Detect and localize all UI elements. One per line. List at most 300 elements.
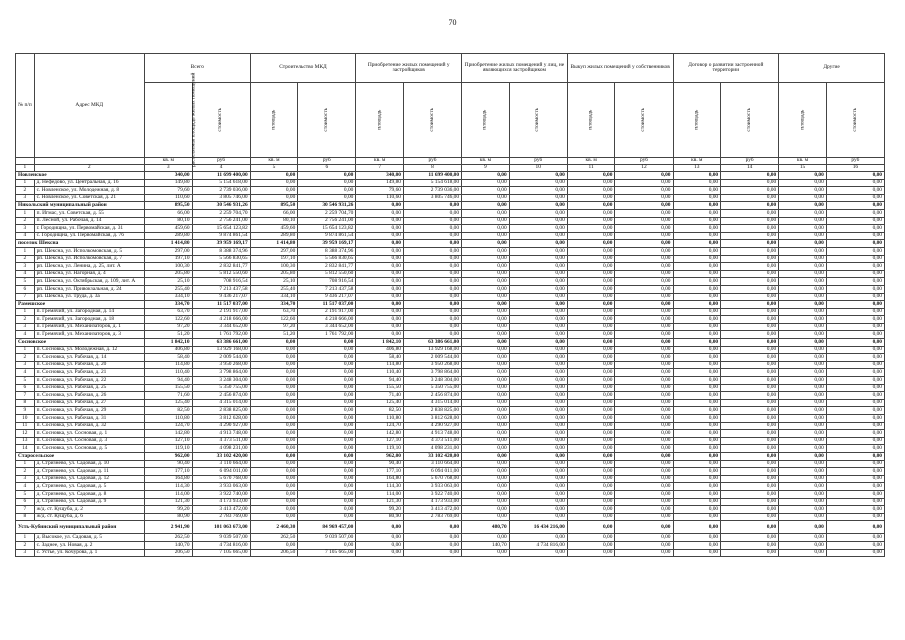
address-cell: п. Сосновка, ул. Рабочая, д. 25 xyxy=(34,384,144,392)
address-cell: п. Сосновка, ул. Рабочая, д. 20 xyxy=(34,361,144,369)
value-cell: 0,00 xyxy=(462,415,510,423)
value-cell: 340,00 xyxy=(356,172,404,180)
value-cell: 0,00 xyxy=(462,263,510,271)
group-row xyxy=(16,202,885,210)
value-cell: 16 434 216,00 xyxy=(509,521,567,534)
value-cell: 82,50 xyxy=(144,407,192,415)
value-cell: 0,00 xyxy=(403,323,461,331)
value-cell: 0,00 xyxy=(615,490,673,498)
value-cell: 0,00 xyxy=(826,468,884,476)
value-cell: 0,00 xyxy=(356,293,404,301)
value-cell: 4 913 748,00 xyxy=(192,430,250,438)
value-cell: 125,40 xyxy=(356,399,404,407)
row-number-cell: 3 xyxy=(16,225,35,233)
value-cell: 0,00 xyxy=(250,506,298,514)
row-number-cell: 7 xyxy=(16,506,35,514)
value-cell: 0,00 xyxy=(779,361,827,369)
row-number-cell: 3 xyxy=(16,263,35,271)
table-row xyxy=(16,541,885,549)
value-cell: 0,00 xyxy=(721,278,779,286)
value-cell: 5 154 618,00 xyxy=(403,179,461,187)
value-cell: 0,00 xyxy=(826,399,884,407)
table-row xyxy=(16,331,885,339)
value-cell: 0,00 xyxy=(567,270,615,278)
value-cell: 0,00 xyxy=(779,301,827,309)
value-cell: 3 248 304,00 xyxy=(403,377,461,385)
value-cell: 0,00 xyxy=(779,534,827,542)
value-cell: 3 950 268,00 xyxy=(403,361,461,369)
column-number-cell: 10 xyxy=(509,165,567,172)
value-cell: 155,50 xyxy=(356,384,404,392)
unit-cell: кв. м xyxy=(356,158,404,165)
value-cell: 0,00 xyxy=(250,399,298,407)
value-cell: 0,00 xyxy=(779,445,827,453)
value-cell: 4 218 666,00 xyxy=(192,316,250,324)
value-cell: 1 842,10 xyxy=(144,339,192,347)
value-cell: 110,60 xyxy=(144,194,192,202)
value-cell: 0,00 xyxy=(298,361,356,369)
value-cell: 2 456 874,00 xyxy=(403,392,461,400)
table-row xyxy=(16,270,885,278)
value-cell: 0,00 xyxy=(826,179,884,187)
value-cell: 0,00 xyxy=(615,202,673,210)
value-cell: 0,00 xyxy=(403,232,461,240)
value-cell: 9 436 217,07 xyxy=(298,293,356,301)
value-cell: 0,00 xyxy=(673,278,721,286)
value-cell: 334,70 xyxy=(144,301,192,309)
value-cell: 0,00 xyxy=(250,187,298,195)
value-cell: 3 344 652,00 xyxy=(192,323,250,331)
value-cell: 0,00 xyxy=(250,377,298,385)
value-cell: 0,00 xyxy=(615,392,673,400)
value-cell: 0,00 xyxy=(567,187,615,195)
value-cell: 0,00 xyxy=(826,437,884,445)
subheader-area: площадь xyxy=(567,83,615,158)
address-cell: п. Сосновка, ул. Рабочая, д. 22 xyxy=(34,377,144,385)
value-cell: 0,00 xyxy=(567,430,615,438)
table-row xyxy=(16,468,885,476)
value-cell: 0,00 xyxy=(567,361,615,369)
value-cell: 0,00 xyxy=(509,354,567,362)
value-cell: 0,00 xyxy=(615,521,673,534)
value-cell: 11 517 037,00 xyxy=(192,301,250,309)
value-cell: 9 874 861,54 xyxy=(192,232,250,240)
value-cell: 4 098 231,00 xyxy=(192,445,250,453)
value-cell: 0,00 xyxy=(509,270,567,278)
value-cell: 0,00 xyxy=(721,521,779,534)
value-cell: 0,00 xyxy=(298,415,356,423)
subheader-area: площадь xyxy=(462,83,510,158)
value-cell: 0,00 xyxy=(567,369,615,377)
value-cell: 0,00 xyxy=(673,415,721,423)
value-cell: 3 922 740,00 xyxy=(403,490,461,498)
value-cell: 0,00 xyxy=(721,415,779,423)
value-cell: 0,00 xyxy=(615,506,673,514)
value-cell: 63,70 xyxy=(144,308,192,316)
value-cell: 4 218 666,00 xyxy=(298,316,356,324)
value-cell: 4 290 927,00 xyxy=(192,422,250,430)
value-cell: 0,00 xyxy=(615,247,673,255)
table-row xyxy=(16,354,885,362)
row-number-cell: 1 xyxy=(16,247,35,255)
value-cell: 0,00 xyxy=(509,475,567,483)
value-cell: 0,00 xyxy=(721,285,779,293)
value-cell: 119,10 xyxy=(144,445,192,453)
value-cell: 0,00 xyxy=(615,263,673,271)
value-cell: 0,00 xyxy=(567,247,615,255)
row-number-cell: 8 xyxy=(16,513,35,521)
value-cell: 66,00 xyxy=(144,209,192,217)
value-cell: 0,00 xyxy=(356,278,404,286)
value-cell: 122,60 xyxy=(250,316,298,324)
value-cell: 0,00 xyxy=(826,407,884,415)
value-cell: 0,00 xyxy=(567,490,615,498)
value-cell: 0,00 xyxy=(615,460,673,468)
value-cell: 1 761 792,00 xyxy=(192,331,250,339)
value-cell: 0,00 xyxy=(673,445,721,453)
address-cell: д. Стризнево, ул. Садовая, д. 11 xyxy=(34,468,144,476)
group-name-cell: Старосельское xyxy=(16,452,145,460)
value-cell: 99,20 xyxy=(144,506,192,514)
group-name-cell: Сосновское xyxy=(16,339,145,347)
value-cell: 0,00 xyxy=(509,377,567,385)
address-cell: рп. Шексна, ул. Нагорная, д. 4 xyxy=(34,270,144,278)
value-cell: 114,00 xyxy=(356,490,404,498)
value-cell: 0,00 xyxy=(779,452,827,460)
value-cell: 0,00 xyxy=(673,179,721,187)
value-cell: 0,00 xyxy=(779,407,827,415)
subheader-cost: стоимость xyxy=(509,83,567,158)
value-cell: 0,00 xyxy=(356,202,404,210)
value-cell: 0,00 xyxy=(721,217,779,225)
value-cell: 2 832 841,77 xyxy=(298,263,356,271)
value-cell: 0,00 xyxy=(615,498,673,506)
value-cell: 114,00 xyxy=(144,490,192,498)
value-cell: 289,80 xyxy=(250,232,298,240)
value-cell: 155,50 xyxy=(144,384,192,392)
value-cell: 164,80 xyxy=(356,475,404,483)
value-cell: 0,00 xyxy=(250,498,298,506)
value-cell: 0,00 xyxy=(567,232,615,240)
row-number-cell: 1 xyxy=(16,534,35,542)
value-cell: 0,00 xyxy=(615,194,673,202)
value-cell: 0,00 xyxy=(509,232,567,240)
address-cell: п. Сосновка, ул. Рабочая, д. 32 xyxy=(34,422,144,430)
value-cell: 0,00 xyxy=(567,308,615,316)
value-cell: 0,00 xyxy=(779,490,827,498)
col-header-address: Адрес МКД xyxy=(34,54,144,158)
value-cell: 0,00 xyxy=(250,392,298,400)
subheader-cost: стоимость xyxy=(403,83,461,158)
address-cell: с. Заднее, ул. Новая, д. 2 xyxy=(34,541,144,549)
value-cell: 0,00 xyxy=(567,301,615,309)
value-cell: 0,00 xyxy=(779,498,827,506)
value-cell: 0,00 xyxy=(615,445,673,453)
value-cell: 0,00 xyxy=(615,339,673,347)
value-cell: 0,00 xyxy=(779,339,827,347)
row-number-cell: 3 xyxy=(16,549,35,557)
value-cell: 0,00 xyxy=(250,415,298,423)
value-cell: 0,00 xyxy=(779,293,827,301)
value-cell: 0,00 xyxy=(721,346,779,354)
value-cell: 0,00 xyxy=(462,323,510,331)
value-cell: 100,30 xyxy=(250,263,298,271)
table-row xyxy=(16,369,885,377)
value-cell: 0,00 xyxy=(403,209,461,217)
value-cell: 0,00 xyxy=(673,430,721,438)
value-cell: 0,00 xyxy=(298,468,356,476)
row-number-cell: 2 xyxy=(16,468,35,476)
value-cell: 0,00 xyxy=(298,490,356,498)
value-cell: 0,00 xyxy=(826,377,884,385)
group-row xyxy=(16,521,885,534)
value-cell: 97,20 xyxy=(144,323,192,331)
value-cell: 0,00 xyxy=(721,377,779,385)
value-cell: 0,00 xyxy=(615,323,673,331)
page-number: 70 xyxy=(448,18,457,27)
value-cell: 0,00 xyxy=(509,301,567,309)
group-header-purchase-developers: Приобретение жилых помещений у застройщиков xyxy=(356,54,462,83)
value-cell: 0,00 xyxy=(673,346,721,354)
address-cell: с. Устье, ул. Кочурова, д. 1 xyxy=(34,549,144,557)
value-cell: 262,50 xyxy=(250,534,298,542)
value-cell: 0,00 xyxy=(673,323,721,331)
value-cell: 142,80 xyxy=(356,430,404,438)
value-cell: 0,00 xyxy=(615,354,673,362)
unit-cell: кв. м xyxy=(144,158,192,165)
value-cell: 0,00 xyxy=(615,316,673,324)
value-cell: 0,00 xyxy=(826,361,884,369)
value-cell: 0,00 xyxy=(356,301,404,309)
table-row xyxy=(16,255,885,263)
value-cell: 0,00 xyxy=(462,392,510,400)
value-cell: 0,00 xyxy=(567,217,615,225)
value-cell: 0,00 xyxy=(779,541,827,549)
value-cell: 0,00 xyxy=(721,232,779,240)
unit-cell: руб xyxy=(721,158,779,165)
value-cell: 5 670 768,00 xyxy=(192,475,250,483)
value-cell: 0,00 xyxy=(509,549,567,557)
group-row xyxy=(16,452,885,460)
value-cell: 255,40 xyxy=(250,285,298,293)
value-cell: 0,00 xyxy=(509,407,567,415)
value-cell: 0,00 xyxy=(779,384,827,392)
row-number-cell: 2 xyxy=(16,187,35,195)
value-cell: 0,00 xyxy=(462,194,510,202)
row-number-cell: 2 xyxy=(16,316,35,324)
address-cell: д. Стризнево, ул. Садовая, д. 10 xyxy=(34,460,144,468)
value-cell: 0,00 xyxy=(615,278,673,286)
value-cell: 3 413 472,00 xyxy=(403,506,461,514)
column-numbers-row xyxy=(16,165,885,172)
value-cell: 0,00 xyxy=(403,217,461,225)
value-cell: 0,00 xyxy=(779,392,827,400)
value-cell: 11 699 400,00 xyxy=(192,172,250,180)
row-number-cell: 6 xyxy=(16,498,35,506)
group-row xyxy=(16,301,885,309)
value-cell: 0,00 xyxy=(673,498,721,506)
column-number-cell: 16 xyxy=(826,165,884,172)
value-cell: 0,00 xyxy=(826,521,884,534)
value-cell: 0,00 xyxy=(298,475,356,483)
value-cell: 0,00 xyxy=(356,331,404,339)
value-cell: 0,00 xyxy=(567,384,615,392)
value-cell: 2 009 544,00 xyxy=(192,354,250,362)
address-cell: п. Сосновка, ул. Сосновая, д. 1 xyxy=(34,430,144,438)
value-cell: 0,00 xyxy=(826,354,884,362)
value-cell: 0,00 xyxy=(509,263,567,271)
row-number-cell: 1 xyxy=(16,308,35,316)
value-cell: 334,70 xyxy=(250,301,298,309)
value-cell: 101 063 673,00 xyxy=(192,521,250,534)
value-cell: 262,50 xyxy=(144,534,192,542)
value-cell: 0,00 xyxy=(356,217,404,225)
value-cell: 0,00 xyxy=(779,225,827,233)
value-cell: 127,10 xyxy=(144,437,192,445)
value-cell: 0,00 xyxy=(673,384,721,392)
value-cell: 80,90 xyxy=(144,513,192,521)
value-cell: 0,00 xyxy=(721,541,779,549)
table-row xyxy=(16,308,885,316)
value-cell: 0,00 xyxy=(615,437,673,445)
value-cell: 2 259 704,70 xyxy=(298,209,356,217)
value-cell: 0,00 xyxy=(567,202,615,210)
value-cell: 0,00 xyxy=(826,323,884,331)
value-cell: 0,00 xyxy=(462,316,510,324)
row-number-cell: 10 xyxy=(16,415,35,423)
address-cell: п. Гремячий, ул. Механизаторов, д. 1 xyxy=(34,323,144,331)
value-cell: 0,00 xyxy=(721,430,779,438)
value-cell: 0,00 xyxy=(721,475,779,483)
value-cell: 0,00 xyxy=(567,225,615,233)
row-number-cell: 2 xyxy=(16,354,35,362)
group-row xyxy=(16,172,885,180)
value-cell: 0,00 xyxy=(509,422,567,430)
value-cell: 114,80 xyxy=(144,361,192,369)
table-row xyxy=(16,285,885,293)
value-cell: 0,00 xyxy=(250,172,298,180)
value-cell: 0,00 xyxy=(826,202,884,210)
value-cell: 9 874 861,54 xyxy=(298,232,356,240)
value-cell: 0,00 xyxy=(356,323,404,331)
value-cell: 340,00 xyxy=(144,172,192,180)
value-cell: 0,00 xyxy=(462,354,510,362)
value-cell: 0,00 xyxy=(298,506,356,514)
value-cell: 962,00 xyxy=(356,452,404,460)
value-cell: 0,00 xyxy=(721,247,779,255)
value-cell: 3 110 664,00 xyxy=(403,460,461,468)
row-number-cell: 7 xyxy=(16,293,35,301)
group-header-construction: Строительство МКД xyxy=(250,54,356,83)
value-cell: 0,00 xyxy=(403,263,461,271)
value-cell: 2 756 241,00 xyxy=(298,217,356,225)
value-cell: 0,00 xyxy=(567,278,615,286)
value-cell: 962,00 xyxy=(144,452,192,460)
value-cell: 0,00 xyxy=(826,346,884,354)
value-cell: 0,00 xyxy=(673,232,721,240)
row-number-cell: 1 xyxy=(16,179,35,187)
value-cell: 84 969 457,00 xyxy=(298,521,356,534)
value-cell: 3 812 628,00 xyxy=(192,415,250,423)
units-row xyxy=(16,158,885,165)
value-cell: 9 436 217,07 xyxy=(192,293,250,301)
value-cell: 0,00 xyxy=(567,415,615,423)
value-cell: 0,00 xyxy=(509,430,567,438)
value-cell: 0,00 xyxy=(403,278,461,286)
value-cell: 0,00 xyxy=(826,506,884,514)
value-cell: 9 039 507,00 xyxy=(192,534,250,542)
value-cell: 0,00 xyxy=(779,263,827,271)
value-cell: 0,00 xyxy=(403,316,461,324)
value-cell: 0,00 xyxy=(779,308,827,316)
address-cell: п. Сосновка, ул. Рабочая, д. 21 xyxy=(34,369,144,377)
value-cell: 0,00 xyxy=(826,240,884,248)
value-cell: 0,00 xyxy=(509,452,567,460)
value-cell: 6 094 011,00 xyxy=(192,468,250,476)
value-cell: 0,00 xyxy=(826,549,884,557)
value-cell: 0,00 xyxy=(615,217,673,225)
value-cell: 0,00 xyxy=(673,172,721,180)
value-cell: 0,00 xyxy=(403,247,461,255)
value-cell: 0,00 xyxy=(509,255,567,263)
value-cell: 0,00 xyxy=(403,202,461,210)
value-cell: 0,00 xyxy=(356,316,404,324)
value-cell: 0,00 xyxy=(567,392,615,400)
table-row xyxy=(16,534,885,542)
value-cell: 0,00 xyxy=(673,240,721,248)
value-cell: 3 413 472,00 xyxy=(192,506,250,514)
value-cell: 0,00 xyxy=(615,301,673,309)
value-cell: 3 798 864,00 xyxy=(403,369,461,377)
value-cell: 4 315 014,00 xyxy=(403,399,461,407)
group-header-development-contract: Договор о развитии застроенной территории xyxy=(673,54,779,83)
value-cell: 0,00 xyxy=(673,437,721,445)
value-cell: 0,00 xyxy=(567,339,615,347)
value-cell: 0,00 xyxy=(615,422,673,430)
value-cell: 2 739 036,00 xyxy=(403,187,461,195)
table-row xyxy=(16,194,885,202)
row-number-cell: 4 xyxy=(16,331,35,339)
value-cell: 0,00 xyxy=(250,483,298,491)
value-cell: 164,80 xyxy=(144,475,192,483)
value-cell: 90,40 xyxy=(144,460,192,468)
value-cell: 0,00 xyxy=(462,452,510,460)
address-cell: п. Сосновка, ул. Рабочая, д. 31 xyxy=(34,415,144,423)
value-cell: 80,10 xyxy=(144,217,192,225)
table-row xyxy=(16,346,885,354)
value-cell: 1 414,80 xyxy=(250,240,298,248)
value-cell: 297,00 xyxy=(144,247,192,255)
value-cell: 0,00 xyxy=(615,377,673,385)
value-cell: 0,00 xyxy=(403,285,461,293)
value-cell: 0,00 xyxy=(673,422,721,430)
value-cell: 0,00 xyxy=(673,377,721,385)
value-cell: 0,00 xyxy=(721,483,779,491)
value-cell: 0,00 xyxy=(509,331,567,339)
value-cell: 0,00 xyxy=(721,240,779,248)
value-cell: 0,00 xyxy=(250,475,298,483)
value-cell: 149,80 xyxy=(356,179,404,187)
value-cell: 0,00 xyxy=(462,179,510,187)
value-cell: 0,00 xyxy=(462,468,510,476)
value-cell: 0,00 xyxy=(462,331,510,339)
value-cell: 0,00 xyxy=(298,354,356,362)
column-number-cell: 9 xyxy=(462,165,510,172)
value-cell: 51,20 xyxy=(250,331,298,339)
value-cell: 0,00 xyxy=(462,430,510,438)
value-cell: 0,00 xyxy=(356,285,404,293)
value-cell: 0,00 xyxy=(615,232,673,240)
